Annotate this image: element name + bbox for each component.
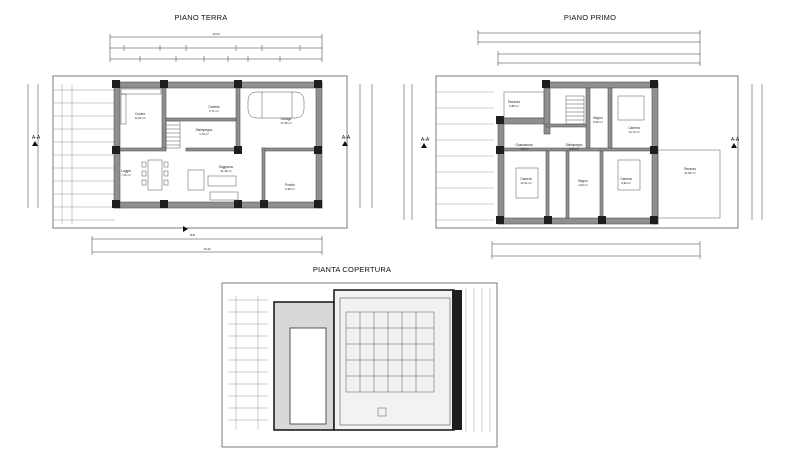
room-area: 3,70 m² bbox=[199, 132, 209, 136]
room-label: Bagno bbox=[578, 179, 588, 183]
first-walls bbox=[498, 82, 658, 224]
ground-stairs bbox=[166, 121, 180, 148]
room-label: Cantina bbox=[208, 105, 220, 109]
garage-car-symbol bbox=[248, 92, 304, 118]
first-floor-title: PIANO PRIMO bbox=[563, 13, 617, 22]
ground-bottom-dimensions bbox=[92, 236, 322, 255]
first-section-marker-right bbox=[731, 137, 740, 148]
room-label: Terrazzo bbox=[507, 100, 521, 104]
ground-floor-plan bbox=[28, 32, 372, 255]
first-columns bbox=[496, 80, 658, 224]
ground-section-marker-right bbox=[342, 135, 351, 146]
room-area: 4,29 m² bbox=[578, 183, 588, 187]
roof-right-hatch bbox=[466, 288, 490, 432]
room-area: 12,63 m² bbox=[134, 116, 146, 120]
ground-floor-title: PIANO TERRA bbox=[174, 13, 228, 22]
room-area: 7,66 m² bbox=[519, 147, 529, 151]
room-area: 31,38 m² bbox=[220, 169, 232, 173]
room-label: Bagno bbox=[593, 116, 603, 120]
roof-plan-title: PIANTA COPERTURA bbox=[312, 265, 392, 274]
first-side-dimensions bbox=[404, 84, 762, 220]
ground-section-marker-left bbox=[32, 135, 41, 146]
room-label: Cucina bbox=[135, 112, 145, 116]
roof-pergola-slats bbox=[228, 296, 268, 430]
ground-overall-width-label: 10,60 bbox=[212, 32, 220, 36]
room-label: Terrazzo bbox=[683, 167, 697, 171]
ground-section-marker-bottom bbox=[183, 226, 195, 237]
room-area: 6,38 m² bbox=[285, 187, 295, 191]
first-left-hatch bbox=[436, 92, 494, 220]
room-label: Camera bbox=[520, 177, 532, 181]
room-label: Camera bbox=[620, 177, 632, 181]
first-bottom-dimensions bbox=[492, 241, 700, 259]
room-label: Disimpegno bbox=[195, 128, 213, 132]
ground-left-paving-hatch bbox=[53, 84, 115, 224]
room-area: 7,21 m² bbox=[121, 173, 131, 177]
room-area: 14,73 m² bbox=[628, 130, 640, 134]
room-label: Soggiorno bbox=[218, 165, 234, 169]
section-label: A-A bbox=[730, 137, 740, 143]
room-label: Garage bbox=[280, 117, 292, 121]
section-label: A-A bbox=[31, 135, 41, 141]
ground-top-dimensions bbox=[110, 32, 322, 62]
room-area: 6,71 m² bbox=[209, 109, 219, 113]
room-area: 17,58 m² bbox=[280, 121, 292, 125]
first-stairs bbox=[566, 96, 584, 124]
first-section-marker-left bbox=[421, 137, 430, 148]
ground-overall-bottom-label: 10,40 bbox=[203, 247, 211, 251]
section-label: A-A bbox=[420, 137, 430, 143]
room-area: 6,09 m² bbox=[569, 147, 579, 151]
first-top-dimensions bbox=[478, 30, 700, 66]
room-area: 21,86 m² bbox=[684, 171, 696, 175]
roof-plan bbox=[222, 283, 497, 447]
section-label: A-A bbox=[341, 135, 351, 141]
room-label: Camera bbox=[628, 126, 640, 130]
first-terrace-right bbox=[658, 150, 720, 218]
room-label: Loggia bbox=[121, 169, 131, 173]
room-area: 6,88 m² bbox=[509, 104, 519, 108]
room-label: Guardaroba bbox=[515, 143, 533, 147]
room-label: Disimpegno bbox=[565, 143, 583, 147]
room-area: 13,34 m² bbox=[520, 181, 532, 185]
section-label: B-B bbox=[190, 233, 195, 237]
room-label: Portico bbox=[285, 183, 295, 187]
first-floor-plan bbox=[404, 30, 762, 259]
room-area: 9,96 m² bbox=[621, 181, 631, 185]
room-area: 5,66 m² bbox=[593, 120, 603, 124]
ground-right-dimensions bbox=[360, 84, 372, 208]
